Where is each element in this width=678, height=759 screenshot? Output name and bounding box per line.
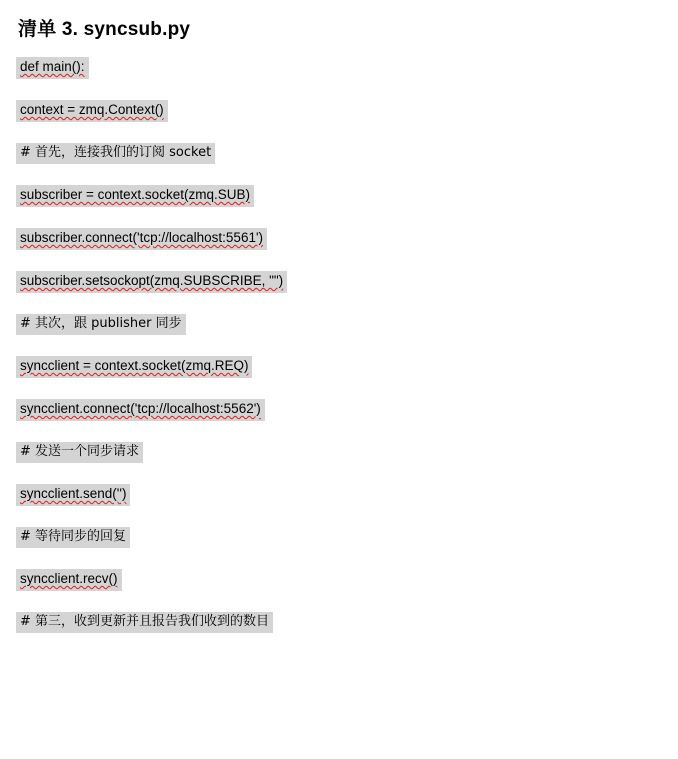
code-listing (16, 57, 662, 633)
spellcheck-underline: subscriber.setsockopt(zmq.SUBSCRIBE, "") (20, 272, 284, 288)
code-line (16, 484, 130, 506)
code-line: # 发送一个同步请求 (16, 442, 143, 463)
code-line: # 其次，跟 publisher 同步 (16, 314, 186, 335)
code-line (16, 271, 287, 293)
code-line (16, 569, 122, 591)
spellcheck-underline: subscriber = context.socket(zmq.SUB) (20, 187, 250, 202)
spellcheck-underline: syncclient.recv() (20, 571, 118, 586)
code-line (16, 57, 89, 79)
code-line: # 首先，连接我们的订阅 socket (16, 143, 215, 164)
code-line (16, 185, 254, 207)
code-line (16, 100, 168, 122)
page-title: 清单 3. syncsub.py (18, 19, 191, 40)
code-line: # 等待同步的回复 (16, 527, 130, 548)
code-line (16, 228, 267, 250)
spellcheck-underline: syncclient.send('') (20, 485, 127, 501)
code-line (16, 399, 265, 421)
spellcheck-underline: syncclient.connect('tcp://localhost:5562') (20, 400, 261, 416)
spellcheck-underline: context = zmq.Context() (20, 101, 164, 117)
spellcheck-underline: syncclient = context.socket(zmq.REQ) (20, 357, 249, 373)
code-line: # 第三，收到更新并且报告我们收到的数目 (16, 612, 273, 633)
code-line (16, 356, 252, 378)
spellcheck-underline: subscriber.connect('tcp://localhost:5561') (20, 229, 264, 245)
spellcheck-underline: def main(): (20, 59, 85, 74)
